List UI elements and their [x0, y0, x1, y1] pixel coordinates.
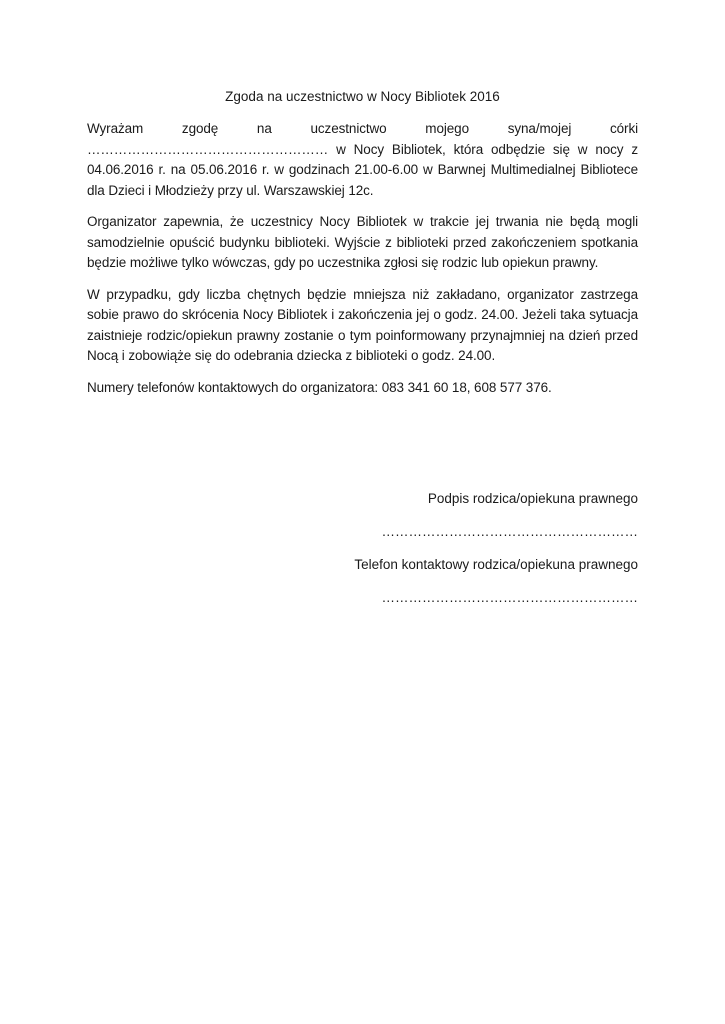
document-body: [87, 119, 638, 409]
parent-phone-line: …………………………………………………: [381, 590, 638, 605]
contact-numbers-paragraph: Numery telefonów kontaktowych do organizatora: 083 341 60 18, 608 577 376.: [87, 379, 552, 395]
parent-signature-label: Podpis rodzica/opiekuna prawnego: [427, 491, 638, 506]
signature-section: [87, 489, 638, 608]
document-title: Zgoda na uczestnictwo w Nocy Bibliotek 2016: [225, 89, 500, 104]
organizer-guarantee-paragraph: Organizator zapewnia, że uczestnicy Nocy Bibliotek w trakcie jej trwania nie będą mogli samodzielnie opuścić budynku biblioteki. Wyjście z biblioteki przed zakończeniem spotkania będzie możliwe tylko wówczas, gdy po uczestnika zgłosi się rodzic lub opiekun prawny.: [87, 214, 638, 270]
consent-paragraph: Wyrażam zgodę na uczestnictwo mojego syna/mojej córki ……………………………………………… w Nocy Bibliotek, która odbędzie się w nocy z 04.06.2016 r. na 05.06.2016 r. w godzinach 21.00-6.00 w Barwnej Multimedialnej Bibliotece dla Dzieci i Młodzieży przy ul. Warszawskiej 12c.: [87, 121, 638, 198]
parent-phone-label: Telefon kontaktowy rodzica/opiekuna prawnego: [354, 557, 638, 572]
shortening-notice-paragraph: W przypadku, gdy liczba chętnych będzie mniejsza niż zakładano, organizator zastrzega sobie prawo do skrócenia Nocy Bibliotek i zakończenia jej o godz. 24.00. Jeżeli taka sytuacja zaistnieje rodzic/opiekun prawny zostanie o tym poinformowany przynajmniej na dzień przed Nocą i zobowiąże się do odebrania dziecka z biblioteki o godz. 24.00.: [87, 286, 638, 363]
parent-signature-line: …………………………………………………: [381, 524, 638, 539]
